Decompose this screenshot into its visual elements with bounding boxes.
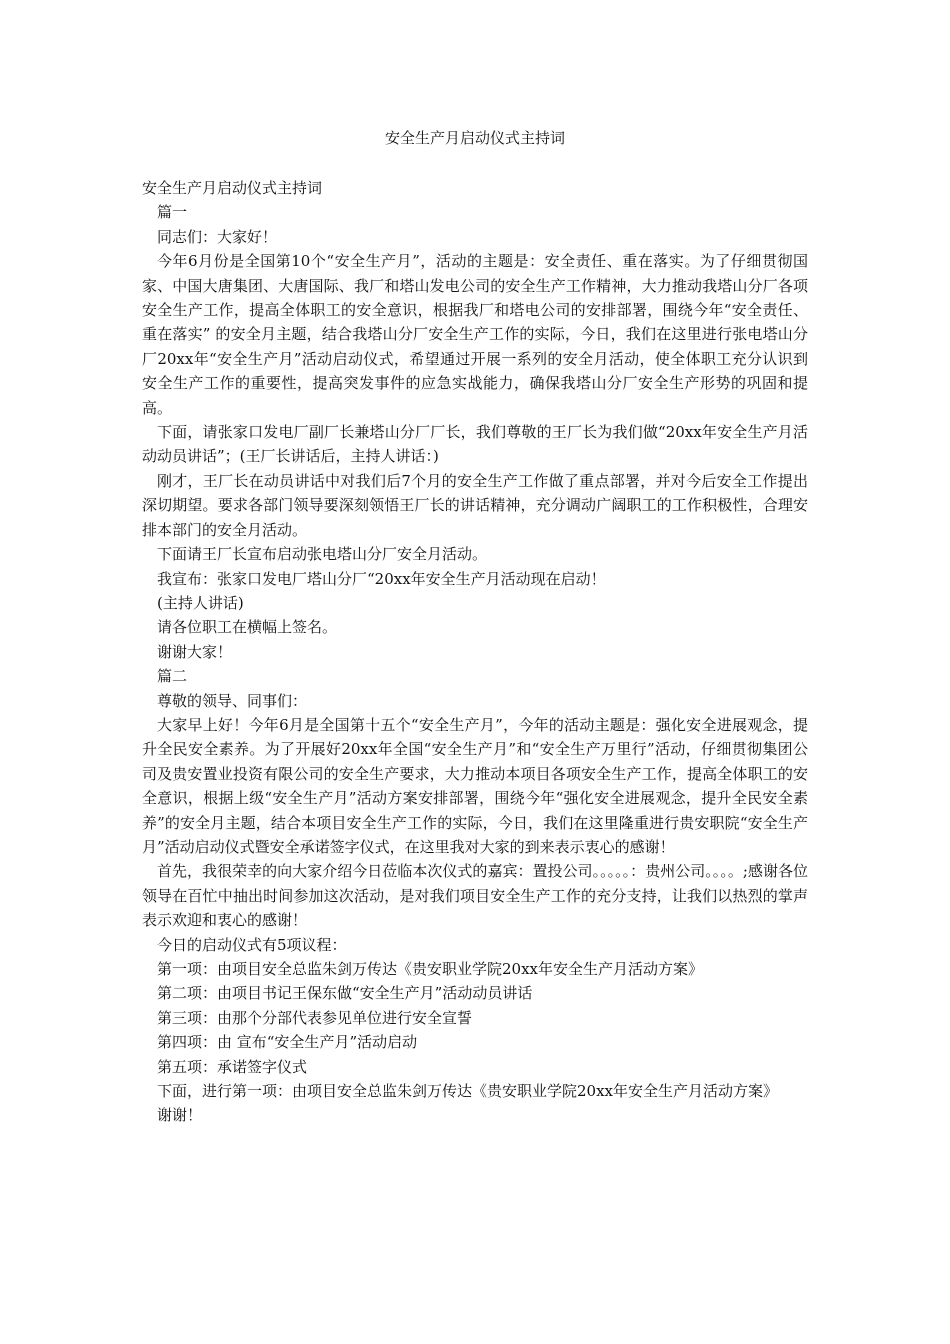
paragraph: 我宣布：张家口发电厂塔山分厂“20xx年安全生产月活动现在启动！ [157,569,606,588]
paragraph: (主持人讲话) [157,593,244,612]
paragraph: 第二项：由项目书记王保东做“安全生产月”活动动员讲话 [157,984,533,1003]
paragraph: 篇一 [157,203,188,222]
paragraph: 同志们：大家好！ [157,227,278,246]
paragraph: 第一项：由项目安全总监朱剑万传达《贵安职业学院20xx年安全生产月活动方案》 [157,960,704,978]
paragraph: 尊敬的领导、同事们： [157,691,308,710]
paragraph: 第四项：由 宣布“安全生产月”活动启动 [157,1033,418,1052]
paragraph: 今年6月份是全国第10个“安全生产月”，活动的主题是：安全责任、重在落实。为了仔细贯彻国家、中国大唐集团、大唐国际、我厂和塔山发电公司的安全生产工作精神，大力推动我塔山分厂各项安全生产工作，提高全体职工的安全意识，根据我厂和塔电公司的安排部署，围绕今年“安全责任、重在落实” 的安全月主题，结合我塔山分厂安全生产工作的实际，今日，我们在这里进行张电塔山分厂20xx年“安全生产月”活动启动仪式，希望通过开展一系列的安全月活动，使全体职工充分认识到安全生产工作的重要性，提高突发事件的应急实战能力，确保我塔山分厂安全生产形势的巩固和提高。 [142,252,808,417]
paragraph: 谢谢！ [157,1106,203,1125]
paragraph: 刚才，王厂长在动员讲话中对我们后7个月的安全生产工作做了重点部署，并对今后安全工作提出深切期望。要求各部门领导要深刻领悟王厂长的讲话精神，充分调动广阔职工的工作积极性，合理安排本部门的安全月活动。 [142,471,808,539]
paragraph: 下面，请张家口发电厂副厂长兼塔山分厂厂长，我们尊敬的王厂长为我们做“20xx年安全生产月活动动员讲话”；(王厂长讲话后，主持人讲话：) [142,423,808,466]
paragraph: 今日的启动仪式有5项议程： [157,935,347,954]
paragraph: 安全生产月启动仪式主持词 [142,179,323,197]
paragraph: 下面请王厂长宣布启动张电塔山分厂安全月活动。 [157,545,488,564]
paragraph: 首先，我很荣幸的向大家介绍今日莅临本次仪式的嘉宾：置投公司。。。。。：贵州公司。。。。;感谢各位领导在百忙中抽出时间参加这次活动，是对我们项目安全生产工作的充分支持，让我们以热烈的掌声表示欢迎和衷心的感谢！ [142,862,808,930]
paragraph: 第三项：由那个分部代表参见单位进行安全宣誓 [157,1008,473,1027]
paragraph: 请各位职工在横幅上签名。 [157,618,338,637]
paragraph: 第五项：承诺签字仪式 [157,1057,308,1076]
paragraph: 大家早上好！今年6月是全国第十五个“安全生产月”，今年的活动主题是：强化安全进展观念，提升全民安全素养。为了开展好20xx年全国“安全生产月”和“安全生产万里行”活动，仔细贯彻集团公司及贵安置业投资有限公司的安全生产要求，大力推动本项目各项安全生产工作，提高全体职工的安全意识，根据上级“安全生产月”活动方案安排部署，围绕今年“强化安全进展观念，提升全民安全素养”的安全月主题，结合本项目安全生产工作的实际，今日，我们在这里隆重进行贵安职院“安全生产月”活动启动仪式暨安全承诺签字仪式，在这里我对大家的到来表示衷心的感谢！ [142,715,808,856]
document-title: 安全生产月启动仪式主持词 [384,129,565,147]
paragraph: 谢谢大家！ [157,642,233,661]
paragraph: 篇二 [157,667,188,686]
document-body [142,176,808,1128]
paragraph: 下面，进行第一项：由项目安全总监朱剑万传达《贵安职业学院20xx年安全生产月活动方案》 [157,1082,779,1101]
